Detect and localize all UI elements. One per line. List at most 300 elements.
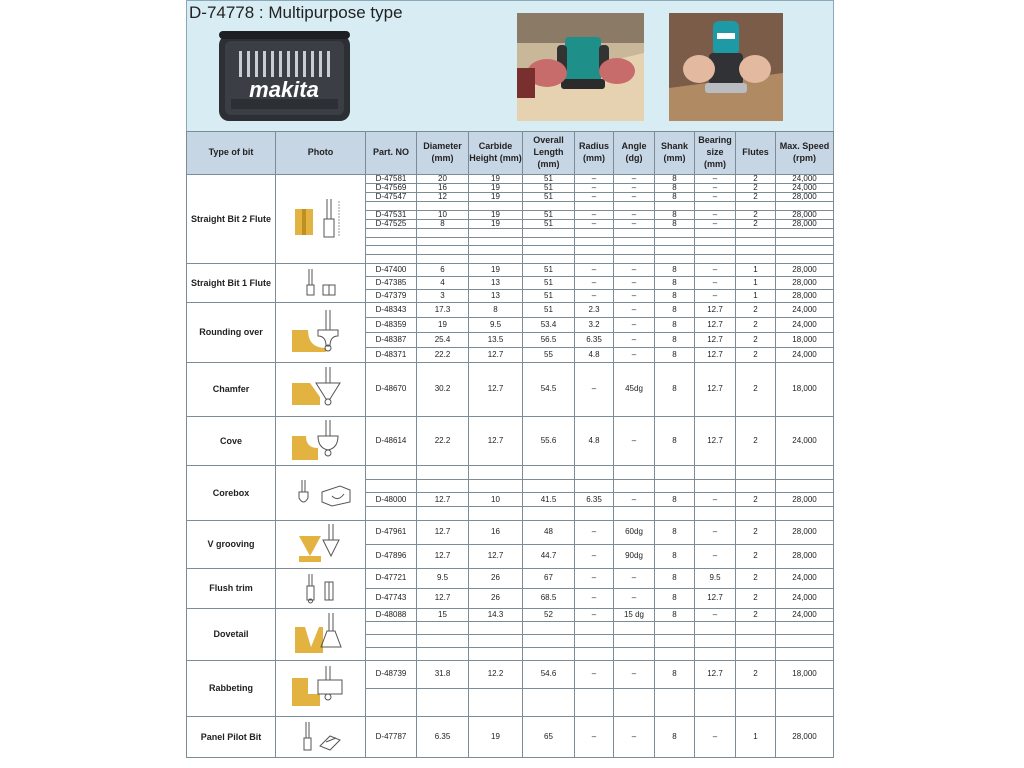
flutes-cell: 2 bbox=[736, 210, 776, 219]
carbide-height-cell bbox=[469, 255, 523, 264]
bearing-size-cell: 9.5 bbox=[695, 568, 736, 588]
angle-cell bbox=[614, 246, 655, 255]
max-speed-cell: 28,000 bbox=[776, 210, 834, 219]
radius-cell: 4.8 bbox=[575, 416, 614, 465]
part-no-cell: D-47400 bbox=[366, 263, 417, 276]
diameter-cell bbox=[417, 621, 469, 634]
flutes-cell: 2 bbox=[736, 302, 776, 317]
flutes-cell: 2 bbox=[736, 608, 776, 621]
max-speed-cell: 28,000 bbox=[776, 493, 834, 507]
flush-trim-bit-icon bbox=[276, 572, 365, 604]
max-speed-cell bbox=[776, 228, 834, 237]
part-no-cell: D-48359 bbox=[366, 317, 417, 332]
col-speed-header: Max. Speed (rpm) bbox=[776, 132, 834, 175]
shank-cell: 8 bbox=[655, 716, 695, 757]
max-speed-cell: 24,000 bbox=[776, 568, 834, 588]
overall-length-cell: 51 bbox=[523, 219, 575, 228]
angle-cell bbox=[614, 255, 655, 264]
bit-photo-cell bbox=[276, 362, 366, 416]
part-no-cell bbox=[366, 237, 417, 246]
carbide-height-cell bbox=[469, 228, 523, 237]
angle-cell: – bbox=[614, 289, 655, 302]
shank-cell: 8 bbox=[655, 210, 695, 219]
bearing-size-cell bbox=[695, 246, 736, 255]
shank-cell: 8 bbox=[655, 608, 695, 621]
flutes-cell: 2 bbox=[736, 660, 776, 688]
diameter-cell: 12.7 bbox=[417, 520, 469, 544]
overall-length-cell: 44.7 bbox=[523, 544, 575, 568]
max-speed-cell bbox=[776, 634, 834, 647]
col-length-header: Overall Length (mm) bbox=[523, 132, 575, 175]
corebox-bit-icon bbox=[276, 478, 365, 508]
shank-cell: 8 bbox=[655, 544, 695, 568]
shank-cell bbox=[655, 507, 695, 521]
radius-cell: – bbox=[575, 362, 614, 416]
catalog-header bbox=[186, 0, 834, 131]
angle-cell: – bbox=[614, 276, 655, 289]
flutes-cell: 2 bbox=[736, 317, 776, 332]
overall-length-cell: 54.6 bbox=[523, 660, 575, 688]
diameter-cell bbox=[417, 634, 469, 647]
radius-cell: – bbox=[575, 588, 614, 608]
radius-cell bbox=[575, 228, 614, 237]
angle-cell: 90dg bbox=[614, 544, 655, 568]
overall-length-cell: 53.4 bbox=[523, 317, 575, 332]
part-no-cell: D-48614 bbox=[366, 416, 417, 465]
overall-length-cell: 48 bbox=[523, 520, 575, 544]
overall-length-cell: 65 bbox=[523, 716, 575, 757]
bit-photo-cell bbox=[276, 716, 366, 757]
shank-cell: 8 bbox=[655, 520, 695, 544]
part-no-cell: D-47961 bbox=[366, 520, 417, 544]
makita-bit-case-photo bbox=[217, 29, 352, 124]
radius-cell: – bbox=[575, 608, 614, 621]
col-part-header: Part. NO bbox=[366, 132, 417, 175]
max-speed-cell bbox=[776, 202, 834, 211]
flutes-cell: 2 bbox=[736, 493, 776, 507]
bit-type-cell: Straight Bit 2 Flute bbox=[187, 175, 276, 264]
angle-cell bbox=[614, 688, 655, 716]
bit-type-cell: Corebox bbox=[187, 465, 276, 520]
max-speed-cell bbox=[776, 255, 834, 264]
bearing-size-cell: 12.7 bbox=[695, 332, 736, 347]
bit-type-cell: Rabbeting bbox=[187, 660, 276, 716]
rounding-over-bit-icon bbox=[276, 308, 365, 356]
radius-cell: – bbox=[575, 520, 614, 544]
bit-photo-cell bbox=[276, 302, 366, 362]
carbide-height-cell: 26 bbox=[469, 568, 523, 588]
table-row bbox=[187, 175, 834, 184]
shank-cell bbox=[655, 237, 695, 246]
carbide-height-cell: 13 bbox=[469, 289, 523, 302]
diameter-cell: 22.2 bbox=[417, 347, 469, 362]
max-speed-cell: 28,000 bbox=[776, 263, 834, 276]
part-no-cell bbox=[366, 255, 417, 264]
max-speed-cell bbox=[776, 688, 834, 716]
overall-length-cell bbox=[523, 634, 575, 647]
bearing-size-cell: 12.7 bbox=[695, 317, 736, 332]
table-header-row bbox=[187, 132, 834, 175]
part-no-cell bbox=[366, 634, 417, 647]
part-no-cell: D-48670 bbox=[366, 362, 417, 416]
angle-cell: – bbox=[614, 210, 655, 219]
angle-cell bbox=[614, 202, 655, 211]
part-no-cell: D-48387 bbox=[366, 332, 417, 347]
carbide-height-cell: 8 bbox=[469, 302, 523, 317]
radius-cell bbox=[575, 246, 614, 255]
table-row bbox=[187, 465, 834, 479]
bearing-size-cell bbox=[695, 688, 736, 716]
table-row bbox=[187, 520, 834, 544]
part-no-cell bbox=[366, 621, 417, 634]
angle-cell bbox=[614, 479, 655, 493]
catalog-sheet bbox=[186, 0, 834, 768]
overall-length-cell: 51 bbox=[523, 184, 575, 193]
carbide-height-cell: 19 bbox=[469, 263, 523, 276]
overall-length-cell: 68.5 bbox=[523, 588, 575, 608]
flutes-cell: 1 bbox=[736, 263, 776, 276]
angle-cell bbox=[614, 621, 655, 634]
bearing-size-cell: 12.7 bbox=[695, 588, 736, 608]
part-no-cell: D-48343 bbox=[366, 302, 417, 317]
shank-cell bbox=[655, 621, 695, 634]
part-no-cell: D-47547 bbox=[366, 193, 417, 202]
bearing-size-cell: – bbox=[695, 175, 736, 184]
shank-cell: 8 bbox=[655, 193, 695, 202]
diameter-cell: 22.2 bbox=[417, 416, 469, 465]
shank-cell: 8 bbox=[655, 317, 695, 332]
shank-cell bbox=[655, 202, 695, 211]
max-speed-cell bbox=[776, 246, 834, 255]
angle-cell: – bbox=[614, 716, 655, 757]
bearing-size-cell bbox=[695, 634, 736, 647]
angle-cell: – bbox=[614, 416, 655, 465]
angle-cell: – bbox=[614, 302, 655, 317]
diameter-cell: 3 bbox=[417, 289, 469, 302]
shank-cell: 8 bbox=[655, 263, 695, 276]
carbide-height-cell bbox=[469, 621, 523, 634]
carbide-height-cell: 14.3 bbox=[469, 608, 523, 621]
table-row bbox=[187, 302, 834, 317]
shank-cell: 8 bbox=[655, 289, 695, 302]
col-flutes-header: Flutes bbox=[736, 132, 776, 175]
diameter-cell: 9.5 bbox=[417, 568, 469, 588]
diameter-cell bbox=[417, 237, 469, 246]
shank-cell: 8 bbox=[655, 588, 695, 608]
carbide-height-cell: 12.2 bbox=[469, 660, 523, 688]
max-speed-cell: 18,000 bbox=[776, 362, 834, 416]
shank-cell bbox=[655, 465, 695, 479]
shank-cell: 8 bbox=[655, 302, 695, 317]
part-no-cell bbox=[366, 688, 417, 716]
part-no-cell: D-47531 bbox=[366, 210, 417, 219]
router-on-board-photo bbox=[517, 13, 644, 121]
radius-cell: – bbox=[575, 184, 614, 193]
diameter-cell: 12 bbox=[417, 193, 469, 202]
flutes-cell: 2 bbox=[736, 347, 776, 362]
bit-photo-cell bbox=[276, 263, 366, 302]
overall-length-cell bbox=[523, 647, 575, 660]
part-no-cell: D-47569 bbox=[366, 184, 417, 193]
radius-cell: – bbox=[575, 210, 614, 219]
overall-length-cell: 54.5 bbox=[523, 362, 575, 416]
flutes-cell: 2 bbox=[736, 332, 776, 347]
overall-length-cell: 51 bbox=[523, 302, 575, 317]
bearing-size-cell bbox=[695, 465, 736, 479]
shank-cell: 8 bbox=[655, 660, 695, 688]
flutes-cell: 2 bbox=[736, 175, 776, 184]
angle-cell: – bbox=[614, 660, 655, 688]
carbide-height-cell: 12.7 bbox=[469, 347, 523, 362]
carbide-height-cell bbox=[469, 507, 523, 521]
max-speed-cell: 24,000 bbox=[776, 175, 834, 184]
overall-length-cell bbox=[523, 246, 575, 255]
part-no-cell bbox=[366, 228, 417, 237]
radius-cell: – bbox=[575, 276, 614, 289]
bit-type-cell: Rounding over bbox=[187, 302, 276, 362]
bit-photo-cell bbox=[276, 568, 366, 608]
bearing-size-cell: 12.7 bbox=[695, 302, 736, 317]
part-no-cell bbox=[366, 246, 417, 255]
max-speed-cell bbox=[776, 507, 834, 521]
overall-length-cell bbox=[523, 237, 575, 246]
flutes-cell bbox=[736, 228, 776, 237]
part-no-cell: D-47525 bbox=[366, 219, 417, 228]
carbide-height-cell bbox=[469, 479, 523, 493]
max-speed-cell: 28,000 bbox=[776, 544, 834, 568]
diameter-cell bbox=[417, 246, 469, 255]
table-row bbox=[187, 608, 834, 621]
angle-cell: – bbox=[614, 588, 655, 608]
angle-cell: – bbox=[614, 175, 655, 184]
flutes-cell bbox=[736, 647, 776, 660]
shank-cell bbox=[655, 634, 695, 647]
angle-cell: – bbox=[614, 193, 655, 202]
shank-cell: 8 bbox=[655, 175, 695, 184]
shank-cell: 8 bbox=[655, 219, 695, 228]
part-no-cell bbox=[366, 465, 417, 479]
col-type-header: Type of bit bbox=[187, 132, 276, 175]
max-speed-cell bbox=[776, 479, 834, 493]
max-speed-cell: 28,000 bbox=[776, 716, 834, 757]
radius-cell bbox=[575, 621, 614, 634]
part-no-cell bbox=[366, 479, 417, 493]
carbide-height-cell bbox=[469, 202, 523, 211]
straight-bit-2-flute-icon bbox=[276, 197, 365, 241]
flutes-cell: 2 bbox=[736, 219, 776, 228]
carbide-height-cell bbox=[469, 647, 523, 660]
bit-type-cell: Dovetail bbox=[187, 608, 276, 660]
max-speed-cell bbox=[776, 621, 834, 634]
flutes-cell bbox=[736, 237, 776, 246]
diameter-cell bbox=[417, 688, 469, 716]
angle-cell: 45dg bbox=[614, 362, 655, 416]
radius-cell: – bbox=[575, 289, 614, 302]
flutes-cell: 2 bbox=[736, 184, 776, 193]
bearing-size-cell: – bbox=[695, 184, 736, 193]
flutes-cell bbox=[736, 621, 776, 634]
radius-cell bbox=[575, 202, 614, 211]
bit-type-cell: Panel Pilot Bit bbox=[187, 716, 276, 757]
chamfer-bit-icon bbox=[276, 365, 365, 413]
flutes-cell: 1 bbox=[736, 289, 776, 302]
carbide-height-cell: 16 bbox=[469, 520, 523, 544]
diameter-cell bbox=[417, 465, 469, 479]
radius-cell bbox=[575, 634, 614, 647]
flutes-cell: 2 bbox=[736, 588, 776, 608]
overall-length-cell bbox=[523, 688, 575, 716]
part-no-cell: D-48371 bbox=[366, 347, 417, 362]
max-speed-cell: 28,000 bbox=[776, 289, 834, 302]
angle-cell bbox=[614, 507, 655, 521]
part-no-cell: D-47379 bbox=[366, 289, 417, 302]
diameter-cell: 12.7 bbox=[417, 588, 469, 608]
bearing-size-cell: – bbox=[695, 263, 736, 276]
panel-pilot-bit-icon bbox=[276, 720, 365, 754]
flutes-cell: 2 bbox=[736, 416, 776, 465]
shank-cell: 8 bbox=[655, 347, 695, 362]
col-photo-header: Photo bbox=[276, 132, 366, 175]
carbide-height-cell: 19 bbox=[469, 716, 523, 757]
carbide-height-cell: 19 bbox=[469, 210, 523, 219]
cove-bit-icon bbox=[276, 418, 365, 464]
carbide-height-cell: 12.7 bbox=[469, 416, 523, 465]
carbide-height-cell: 19 bbox=[469, 219, 523, 228]
bearing-size-cell: 12.7 bbox=[695, 660, 736, 688]
flutes-cell bbox=[736, 246, 776, 255]
shank-cell bbox=[655, 479, 695, 493]
flutes-cell bbox=[736, 202, 776, 211]
max-speed-cell: 24,000 bbox=[776, 317, 834, 332]
radius-cell bbox=[575, 237, 614, 246]
overall-length-cell bbox=[523, 228, 575, 237]
radius-cell: – bbox=[575, 716, 614, 757]
max-speed-cell: 24,000 bbox=[776, 608, 834, 621]
overall-length-cell: 51 bbox=[523, 263, 575, 276]
bearing-size-cell: – bbox=[695, 289, 736, 302]
part-no-cell: D-47743 bbox=[366, 588, 417, 608]
flutes-cell: 2 bbox=[736, 544, 776, 568]
angle-cell bbox=[614, 647, 655, 660]
max-speed-cell bbox=[776, 465, 834, 479]
part-no-cell bbox=[366, 507, 417, 521]
max-speed-cell: 28,000 bbox=[776, 219, 834, 228]
angle-cell bbox=[614, 465, 655, 479]
bearing-size-cell: – bbox=[695, 520, 736, 544]
bit-type-cell: Flush trim bbox=[187, 568, 276, 608]
diameter-cell: 8 bbox=[417, 219, 469, 228]
col-bearing-header: Bearing size (mm) bbox=[695, 132, 736, 175]
diameter-cell: 16 bbox=[417, 184, 469, 193]
radius-cell bbox=[575, 507, 614, 521]
bit-photo-cell bbox=[276, 608, 366, 660]
diameter-cell: 15 bbox=[417, 608, 469, 621]
carbide-height-cell: 9.5 bbox=[469, 317, 523, 332]
angle-cell: – bbox=[614, 347, 655, 362]
straight-bit-1-flute-icon bbox=[276, 267, 365, 299]
bearing-size-cell bbox=[695, 255, 736, 264]
bit-photo-cell bbox=[276, 660, 366, 716]
diameter-cell bbox=[417, 255, 469, 264]
overall-length-cell: 52 bbox=[523, 608, 575, 621]
angle-cell bbox=[614, 228, 655, 237]
overall-length-cell bbox=[523, 465, 575, 479]
bit-photo-cell bbox=[276, 465, 366, 520]
carbide-height-cell bbox=[469, 246, 523, 255]
bearing-size-cell bbox=[695, 228, 736, 237]
part-no-cell: D-47787 bbox=[366, 716, 417, 757]
shank-cell: 8 bbox=[655, 332, 695, 347]
col-diameter-header: Diameter (mm) bbox=[417, 132, 469, 175]
radius-cell: 6.35 bbox=[575, 332, 614, 347]
radius-cell bbox=[575, 647, 614, 660]
overall-length-cell: 51 bbox=[523, 276, 575, 289]
carbide-height-cell: 19 bbox=[469, 193, 523, 202]
col-shank-header: Shank (mm) bbox=[655, 132, 695, 175]
flutes-cell: 1 bbox=[736, 276, 776, 289]
bit-type-cell: V grooving bbox=[187, 520, 276, 568]
diameter-cell: 4 bbox=[417, 276, 469, 289]
angle-cell: – bbox=[614, 332, 655, 347]
max-speed-cell: 24,000 bbox=[776, 588, 834, 608]
max-speed-cell: 28,000 bbox=[776, 193, 834, 202]
bearing-size-cell: 12.7 bbox=[695, 347, 736, 362]
overall-length-cell: 51 bbox=[523, 210, 575, 219]
bit-photo-cell bbox=[276, 416, 366, 465]
diameter-cell: 19 bbox=[417, 317, 469, 332]
table-row bbox=[187, 416, 834, 465]
angle-cell: – bbox=[614, 219, 655, 228]
overall-length-cell bbox=[523, 621, 575, 634]
flutes-cell: 2 bbox=[736, 520, 776, 544]
radius-cell: – bbox=[575, 193, 614, 202]
flutes-cell bbox=[736, 479, 776, 493]
flutes-cell: 1 bbox=[736, 716, 776, 757]
carbide-height-cell bbox=[469, 634, 523, 647]
part-no-cell: D-48739 bbox=[366, 660, 417, 688]
diameter-cell bbox=[417, 507, 469, 521]
diameter-cell: 25.4 bbox=[417, 332, 469, 347]
part-no-cell: D-48000 bbox=[366, 493, 417, 507]
diameter-cell: 31.8 bbox=[417, 660, 469, 688]
bearing-size-cell bbox=[695, 202, 736, 211]
shank-cell bbox=[655, 647, 695, 660]
diameter-cell bbox=[417, 479, 469, 493]
angle-cell bbox=[614, 634, 655, 647]
carbide-height-cell: 13 bbox=[469, 276, 523, 289]
bearing-size-cell: – bbox=[695, 193, 736, 202]
max-speed-cell: 24,000 bbox=[776, 416, 834, 465]
bit-photo-cell bbox=[276, 520, 366, 568]
shank-cell: 8 bbox=[655, 568, 695, 588]
radius-cell: 4.8 bbox=[575, 347, 614, 362]
part-no-cell: D-47581 bbox=[366, 175, 417, 184]
radius-cell: – bbox=[575, 660, 614, 688]
bearing-size-cell: – bbox=[695, 210, 736, 219]
max-speed-cell: 24,000 bbox=[776, 347, 834, 362]
shank-cell bbox=[655, 255, 695, 264]
bearing-size-cell: – bbox=[695, 276, 736, 289]
part-no-cell bbox=[366, 202, 417, 211]
bearing-size-cell: – bbox=[695, 608, 736, 621]
v-grooving-bit-icon bbox=[276, 522, 365, 566]
max-speed-cell: 18,000 bbox=[776, 332, 834, 347]
col-carbide-header: Carbide Height (mm) bbox=[469, 132, 523, 175]
part-no-cell bbox=[366, 647, 417, 660]
overall-length-cell bbox=[523, 255, 575, 264]
diameter-cell: 20 bbox=[417, 175, 469, 184]
shank-cell bbox=[655, 228, 695, 237]
